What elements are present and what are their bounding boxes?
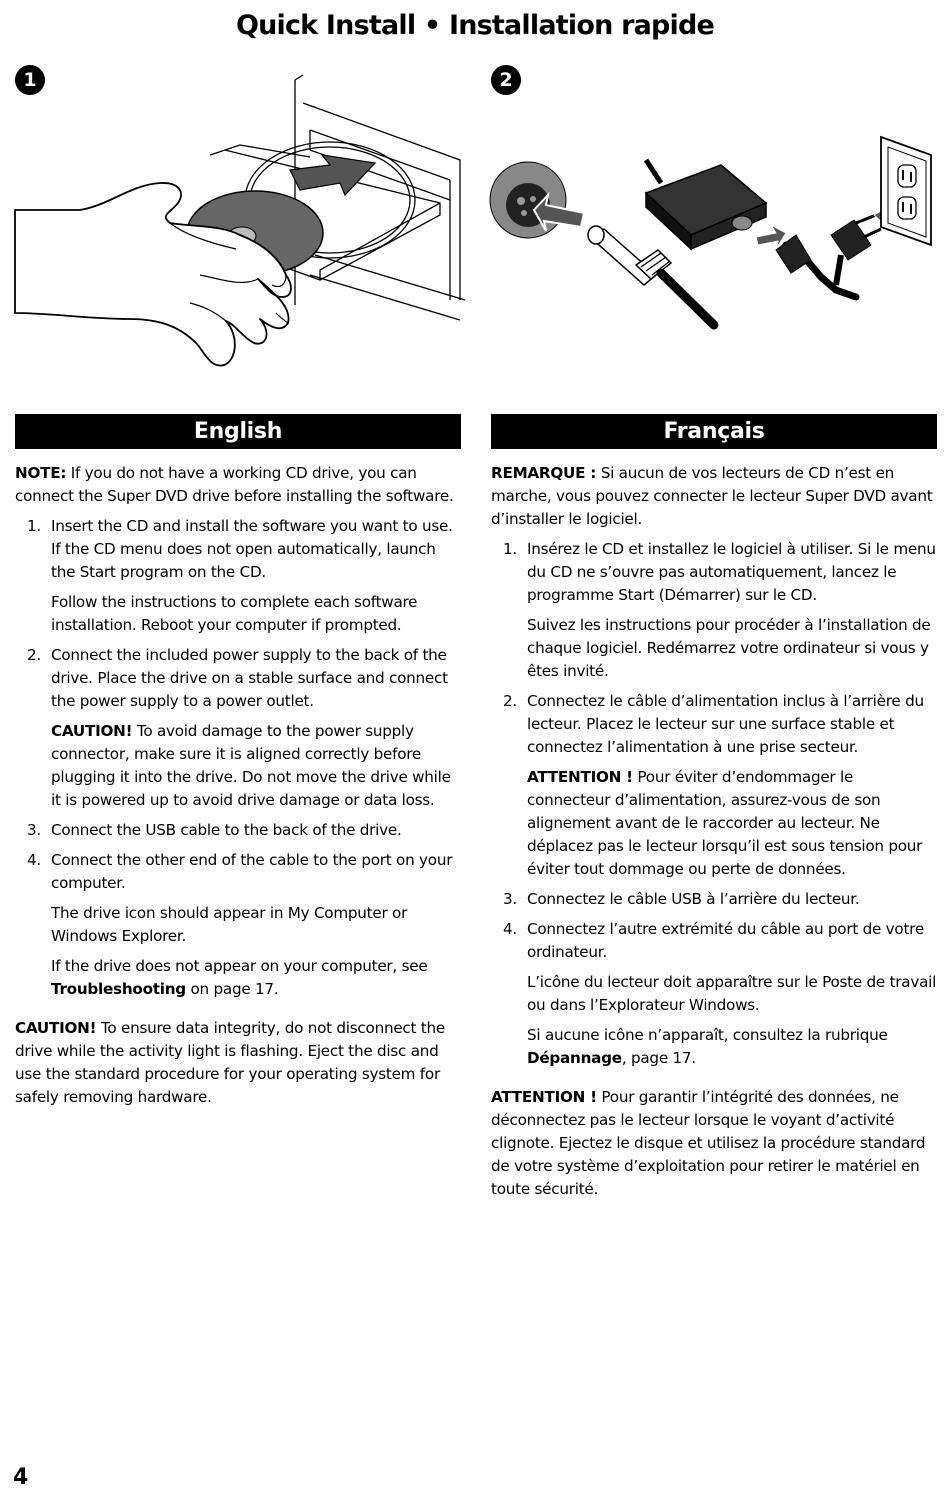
step-text [51, 955, 461, 1001]
step-number: 4. [503, 920, 517, 938]
step-3 [15, 819, 461, 842]
depannage-reference: Dépannage [527, 1049, 622, 1067]
english-caution [15, 1017, 461, 1109]
troubleshooting-reference: Troubleshooting [51, 980, 186, 998]
step-number: 4. [27, 851, 41, 869]
french-header: Français [491, 414, 937, 449]
step-3 [491, 888, 937, 911]
caution-text: Pour garantir l’intégrité des données, ne déconnectez pas le lecteur lorsque le voyant d’activité clignote. Ejectez le disque et utilisez la procédure standard de votre système d’exploitation pour retirer le matériel en toute sécurité. [491, 1088, 926, 1198]
cd-insert-illustration-icon [10, 75, 470, 375]
french-note [491, 462, 937, 531]
step-text: Connectez le câble d’alimentation inclus à l’arrière du lecteur. Placez le lecteur sur une surface stable et connectez l’alimentation à une prise secteur. [527, 692, 924, 756]
english-column [15, 414, 461, 1109]
step-text: Connectez l’autre extrémité du câble au port de votre ordinateur. [527, 920, 924, 961]
step-marker-1: 1 [15, 65, 45, 95]
step-number: 1. [503, 540, 517, 558]
step-marker-2: 2 [491, 65, 521, 95]
text-fragment: on page 17. [185, 980, 279, 998]
step-text: Suivez les instructions pour procéder à l’installation de chaque logiciel. Redémarrez votre ordinateur si vous y êtes invité. [527, 616, 931, 680]
step-text: The drive icon should appear in My Computer or Windows Explorer. [51, 904, 408, 945]
step-4 [491, 918, 937, 1070]
page-title: Quick Install • Installation rapide [235, 10, 715, 41]
caution-text: To ensure data integrity, do not disconnect the drive while the activity light is flashing. Eject the disc and use the standard procedure for your operating system for safely removing hardware. [15, 1019, 445, 1106]
step-number: 3. [27, 821, 41, 839]
page-number: 4 [13, 1465, 29, 1490]
french-column [491, 414, 937, 1201]
step-text: Insérez le CD et installez le logiciel à utiliser. Si le menu du CD ne s’ouvre pas automatiquement, lancez le programme Start (Démarrer) sur le CD. [527, 540, 936, 604]
caution-label: CAUTION! [15, 1019, 97, 1037]
text-fragment: , page 17. [621, 1049, 696, 1067]
caution-text: Pour éviter d’endommager le connecteur d’alimentation, assurez-vous de son alignement avant de le raccorder au lecteur. Ne déplacez pas le lecteur lorsqu’il est sous tension pour éviter tout dommage ou perte de données. [527, 768, 923, 878]
note-label: REMARQUE : [491, 464, 597, 482]
step-number: 1. [27, 517, 41, 535]
step-text: L’icône du lecteur doit apparaître sur le Poste de travail ou dans l’Explorateur Windows. [527, 973, 937, 1014]
step-1 [15, 515, 461, 637]
english-header: English [15, 414, 461, 449]
step-text [527, 1024, 937, 1070]
step-number: 2. [27, 646, 41, 664]
step-text: Connect the included power supply to the back of the drive. Place the drive on a stable surface and connect the power supply to a power outlet. [51, 646, 448, 710]
text-fragment: If the drive does not appear on your computer, see [51, 957, 428, 975]
step-text: Follow the instructions to complete each software installation. Reboot your computer if prompted. [51, 593, 418, 634]
text-fragment: Si aucune icône n’apparaît, consultez la rubrique [527, 1026, 888, 1044]
step-caution [51, 720, 461, 812]
caution-label: CAUTION! [51, 722, 133, 740]
step-text: Insert the CD and install the software you want to use. If the CD menu does not open automatically, launch the Start program on the CD. [51, 517, 453, 581]
step-2 [15, 644, 461, 812]
step-caution [527, 766, 937, 881]
step-2 [491, 690, 937, 881]
step-text: Connectez le câble USB à l’arrière du lecteur. [527, 890, 860, 908]
step-text: Connect the USB cable to the back of the drive. [51, 821, 402, 839]
french-steps [491, 538, 937, 1070]
note-text: Si aucun de vos lecteurs de CD n’est en marche, vous pouvez connecter le lecteur Super DVD avant d’installer le logiciel. [491, 464, 933, 528]
power-connection-illustration-icon [486, 125, 938, 340]
step-number: 3. [503, 890, 517, 908]
french-caution [491, 1086, 937, 1201]
step-text: Connect the other end of the cable to the port on your computer. [51, 851, 453, 892]
english-steps [15, 515, 461, 1001]
caution-label: ATTENTION ! [527, 768, 633, 786]
step-1 [491, 538, 937, 683]
note-text: If you do not have a working CD drive, you can connect the Super DVD drive before installing the software. [15, 464, 454, 505]
step-4 [15, 849, 461, 1001]
note-label: NOTE: [15, 464, 67, 482]
caution-text: To avoid damage to the power supply connector, make sure it is aligned correctly before plugging it into the drive. Do not move the drive while it is powered up to avoid drive damage or data loss. [51, 722, 451, 809]
caution-label: ATTENTION ! [491, 1088, 597, 1106]
step-number: 2. [503, 692, 517, 710]
english-note [15, 462, 461, 508]
